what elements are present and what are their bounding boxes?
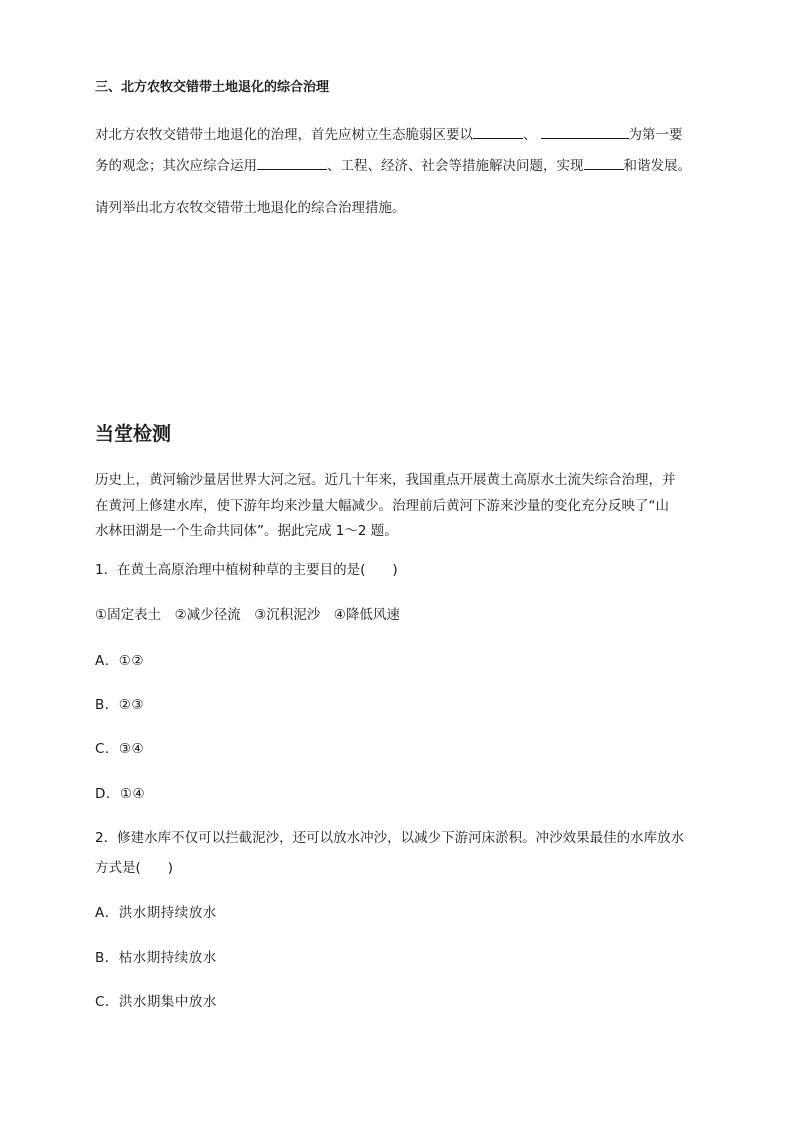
fill-in-paragraph-line-1 bbox=[95, 124, 683, 144]
intro-line-2: 在黄河上修建水库，使下游年均来沙量大幅减少。治理前后黄河下游来沙量的变化充分反映了“山 bbox=[95, 498, 669, 514]
paragraph-text: 、工程、经济、社会等措施解决问题，实现 bbox=[327, 158, 584, 174]
question-prompt: 请列举出北方农牧交错带土地退化的综合治理措施。 bbox=[95, 200, 406, 216]
question-1-items: ①固定表土 ②减少径流 ③沉积泥沙 ④降低风速 bbox=[95, 607, 400, 623]
paragraph-text: 、 bbox=[523, 127, 537, 143]
question-1-stem: 1．在黄土高原治理中植树种草的主要目的是( ) bbox=[95, 562, 398, 578]
paragraph-text: 和谐发展。 bbox=[623, 158, 691, 174]
paragraph-text: 对北方农牧交错带土地退化的治理，首先应树立生态脆弱区要以 bbox=[95, 127, 473, 143]
question-1-option-b[interactable]: B．②③ bbox=[95, 697, 144, 713]
paragraph-text: 为第一要 bbox=[628, 127, 683, 143]
page-heading: 当堂检测 bbox=[95, 423, 172, 445]
intro-line-3: 水林田湖是一个生命共同体”。据此完成 1～2 题。 bbox=[95, 523, 398, 539]
question-2-stem-line-2: 方式是( ) bbox=[95, 860, 174, 876]
question-1-option-d[interactable]: D．①④ bbox=[95, 786, 146, 802]
question-2-stem-line-1: 2．修建水库不仅可以拦截泥沙，还可以放水冲沙，以减少下游河床淤积。冲沙效果最佳的水库放水 bbox=[95, 830, 685, 846]
answer-blank-4[interactable] bbox=[584, 155, 624, 170]
paragraph-text: 务的观念；其次应综合运用 bbox=[95, 158, 257, 174]
fill-in-paragraph-line-2 bbox=[95, 155, 691, 175]
question-1-option-a[interactable]: A．①② bbox=[95, 653, 144, 669]
question-2-option-a[interactable]: A．洪水期持续放水 bbox=[95, 905, 217, 921]
intro-line-1: 历史上，黄河输沙量居世界大河之冠。近几十年来，我国重点开展黄土高原水土流失综合治理，并 bbox=[95, 472, 676, 488]
answer-blank-1[interactable] bbox=[473, 124, 523, 139]
question-2-option-b[interactable]: B．枯水期持续放水 bbox=[95, 950, 217, 966]
question-2-option-c[interactable]: C．洪水期集中放水 bbox=[95, 994, 217, 1010]
answer-blank-3[interactable] bbox=[257, 155, 327, 170]
answer-blank-2[interactable] bbox=[541, 124, 629, 139]
question-1-option-c[interactable]: C．③④ bbox=[95, 741, 145, 757]
section-heading: 三、北方农牧交错带土地退化的综合治理 bbox=[95, 80, 330, 95]
